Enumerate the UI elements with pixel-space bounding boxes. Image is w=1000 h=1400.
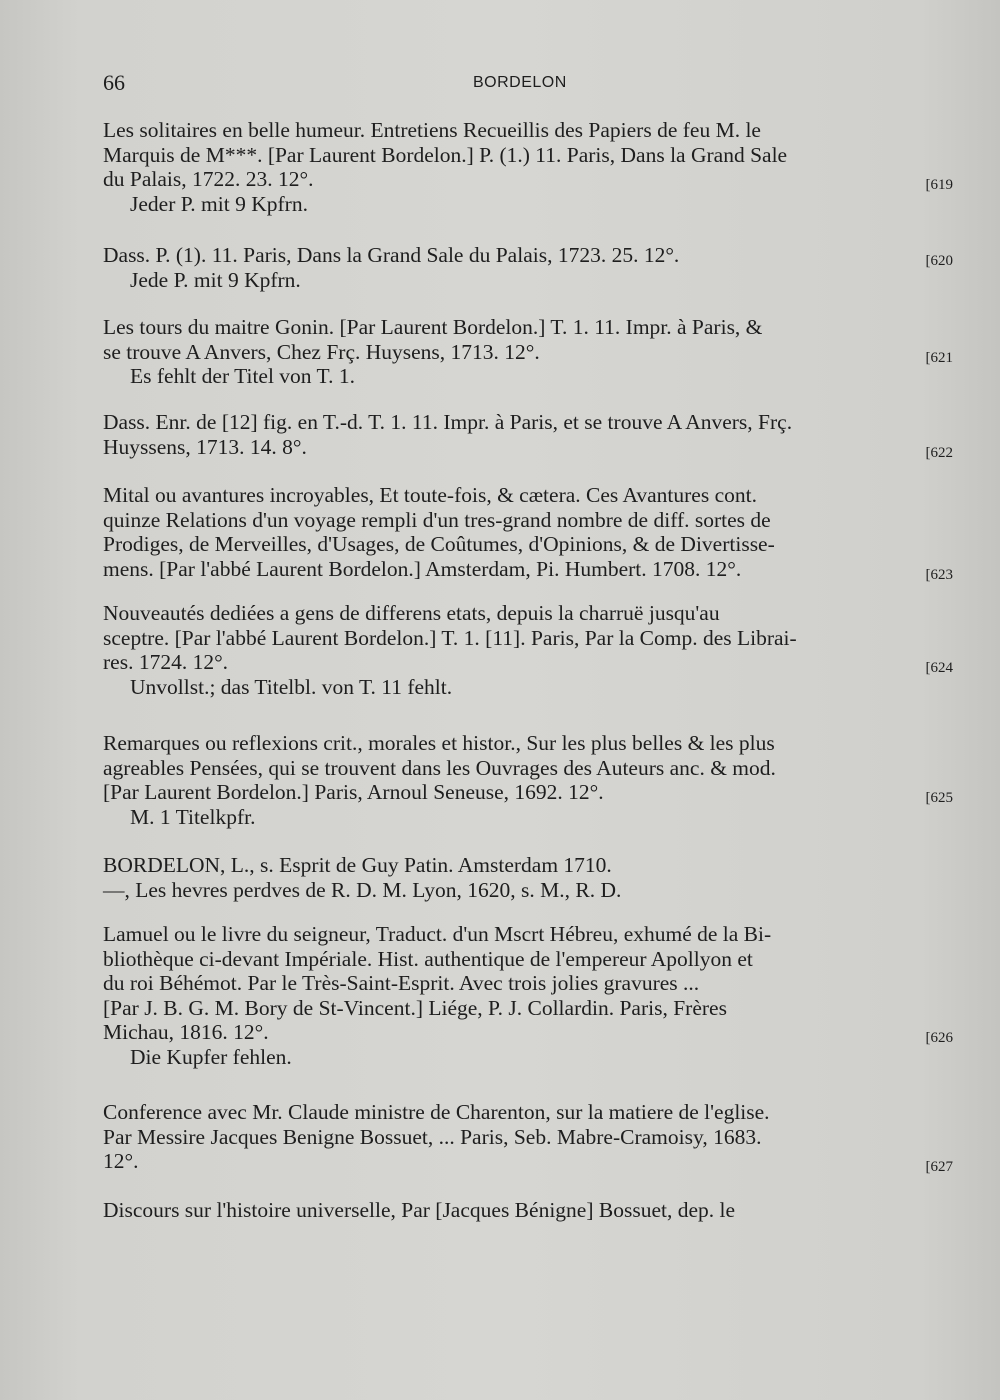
entry-text: agreables Pensées, qui se trouvent dans les Ouvrages des Auteurs anc. & mod.	[103, 755, 776, 780]
entry-text: [Par J. B. G. M. Bory de St-Vincent.] Liége, P. J. Collardin. Paris, Frères	[103, 995, 727, 1020]
entry-line	[103, 243, 955, 268]
entry-text: du roi Béhémot. Par le Très-Saint-Esprit. Avec trois jolies gravures ...	[103, 971, 700, 995]
entry-line	[103, 532, 955, 557]
entry-text: du Palais, 1722. 23. 12°.	[103, 167, 314, 191]
entry-line	[103, 922, 955, 947]
entry-line	[103, 1020, 955, 1045]
catalog-entry-624	[103, 601, 955, 699]
entry-line	[103, 626, 955, 651]
entry-text: Huyssens, 1713. 14. 8°.	[103, 434, 307, 459]
entry-number: [619	[925, 177, 953, 193]
entry-note	[103, 268, 955, 293]
entry-number: [626	[925, 1030, 953, 1046]
catalog-entry-626	[103, 922, 955, 1069]
catalog-entry-623	[103, 483, 955, 581]
entry-text: sceptre. [Par l'abbé Laurent Bordelon.] T. 1. [11]. Paris, Par la Comp. des Librai-	[103, 625, 797, 650]
page-header	[0, 70, 1000, 100]
entry-text: Les tours du maitre Gonin. [Par Laurent Bordelon.] T. 1. 11. Impr. à Paris, &	[103, 315, 763, 339]
entry-line	[103, 731, 955, 756]
entry-number: [627	[925, 1159, 953, 1175]
catalog-entry-627	[103, 1100, 955, 1174]
entry-text: se trouve A Anvers, Chez Frç. Huysens, 1713. 12°.	[103, 339, 540, 364]
entry-line	[103, 1125, 955, 1150]
entry-line	[103, 947, 955, 972]
entry-line	[103, 340, 955, 365]
entry-text: [Par Laurent Bordelon.] Paris, Arnoul Seneuse, 1692. 12°.	[103, 780, 604, 804]
cross-reference	[103, 878, 955, 903]
entry-text: Michau, 1816. 12°.	[103, 1020, 269, 1044]
cross-reference-block	[103, 853, 955, 902]
catalog-entry-620	[103, 243, 955, 292]
entry-line	[103, 410, 955, 435]
entry-text: 12°.	[103, 1149, 139, 1173]
entry-text: Nouveautés dediées a gens de differens etats, depuis la charruë jusqu'au	[103, 601, 720, 625]
entry-number: [621	[925, 349, 953, 366]
entry-line	[103, 315, 955, 340]
entry-line	[103, 143, 955, 168]
running-title: BORDELON	[473, 74, 567, 91]
catalog-entry-621	[103, 315, 955, 389]
note-text: Die Kupfer fehlen.	[130, 1044, 292, 1069]
entry-line	[103, 971, 955, 996]
cross-reference	[103, 853, 955, 878]
entry-line	[103, 601, 955, 626]
entry-number: [624	[925, 660, 953, 676]
entry-line	[103, 167, 955, 192]
entry-line	[103, 557, 955, 582]
note-text: Unvollst.; das Titelbl. von T. 11 fehlt.	[130, 674, 453, 699]
note-text: M. 1 Titelkpfr.	[130, 804, 256, 829]
entry-text: Remarques ou reflexions crit., morales et histor., Sur les plus belles & les plus	[103, 731, 775, 755]
entry-text: Mital ou avantures incroyables, Et toute-fois, & cætera. Ces Avantures cont.	[103, 483, 757, 507]
entry-text: Lamuel ou le livre du seigneur, Traduct. d'un Mscrt Hébreu, exhumé de la Bi-	[103, 922, 772, 946]
entry-number: [620	[925, 253, 953, 269]
entry-number: [623	[925, 566, 953, 583]
entry-note	[103, 1045, 955, 1070]
entry-note	[103, 364, 955, 389]
entry-line	[103, 1149, 955, 1174]
entry-line	[103, 1100, 955, 1125]
entry-number: [622	[925, 444, 953, 461]
entry-line	[103, 1198, 955, 1223]
entry-text: Prodiges, de Merveilles, d'Usages, de Coûtumes, d'Opinions, & de Divertisse-	[103, 532, 775, 556]
catalog-entry-625	[103, 731, 955, 829]
entry-text: bliothèque ci-devant Impériale. Hist. authentique de l'empereur Apollyon et	[103, 946, 753, 971]
entry-text: Dass. P. (1). 11. Paris, Dans la Grand Sale du Palais, 1723. 25. 12°.	[103, 243, 680, 267]
entry-line	[103, 650, 955, 675]
note-text: Jede P. mit 9 Kpfrn.	[130, 267, 301, 292]
catalog-entry-continued	[103, 1198, 955, 1223]
entry-line	[103, 508, 955, 533]
page-number: 66	[103, 70, 125, 95]
entry-line	[103, 118, 955, 143]
entry-line	[103, 483, 955, 508]
entry-text: Dass. Enr. de [12] fig. en T.-d. T. 1. 11. Impr. à Paris, et se trouve A Anvers, Frç.	[103, 410, 793, 434]
entry-text: Marquis de M***. [Par Laurent Bordelon.] P. (1.) 11. Paris, Dans la Grand Sale	[103, 142, 788, 167]
entry-text: mens. [Par l'abbé Laurent Bordelon.] Amsterdam, Pi. Humbert. 1708. 12°.	[103, 556, 742, 581]
entry-note	[103, 192, 955, 217]
note-text: Es fehlt der Titel von T. 1.	[130, 364, 355, 388]
entry-text: Par Messire Jacques Benigne Bossuet, ... Paris, Seb. Mabre-Cramoisy, 1683.	[103, 1124, 762, 1149]
entry-text: Les solitaires en belle humeur. Entretiens Recueillis des Papiers de feu M. le	[103, 118, 761, 142]
entry-line	[103, 756, 955, 781]
entry-text: —, Les hevres perdves de R. D. M. Lyon, 1620, s. M., R. D.	[103, 877, 622, 902]
entry-note	[103, 805, 955, 830]
catalog-entry-619	[103, 118, 955, 216]
entry-line	[103, 996, 955, 1021]
entry-text: Conference avec Mr. Claude ministre de Charenton, sur la matiere de l'eglise.	[103, 1100, 770, 1124]
note-text: Jeder P. mit 9 Kpfrn.	[130, 191, 308, 216]
entry-text: BORDELON, L., s. Esprit de Guy Patin. Amsterdam 1710.	[103, 853, 612, 877]
entry-line	[103, 435, 955, 460]
entry-note	[103, 675, 955, 700]
entry-text: quinze Relations d'un voyage rempli d'un tres-grand nombre de diff. sortes de	[103, 507, 771, 532]
entry-number: [625	[925, 790, 953, 806]
entry-text: res. 1724. 12°.	[103, 650, 229, 674]
entry-text: Discours sur l'histoire universelle, Par [Jacques Bénigne] Bossuet, dep. le	[103, 1198, 736, 1222]
entry-line	[103, 780, 955, 805]
catalog-entry-622	[103, 410, 955, 459]
